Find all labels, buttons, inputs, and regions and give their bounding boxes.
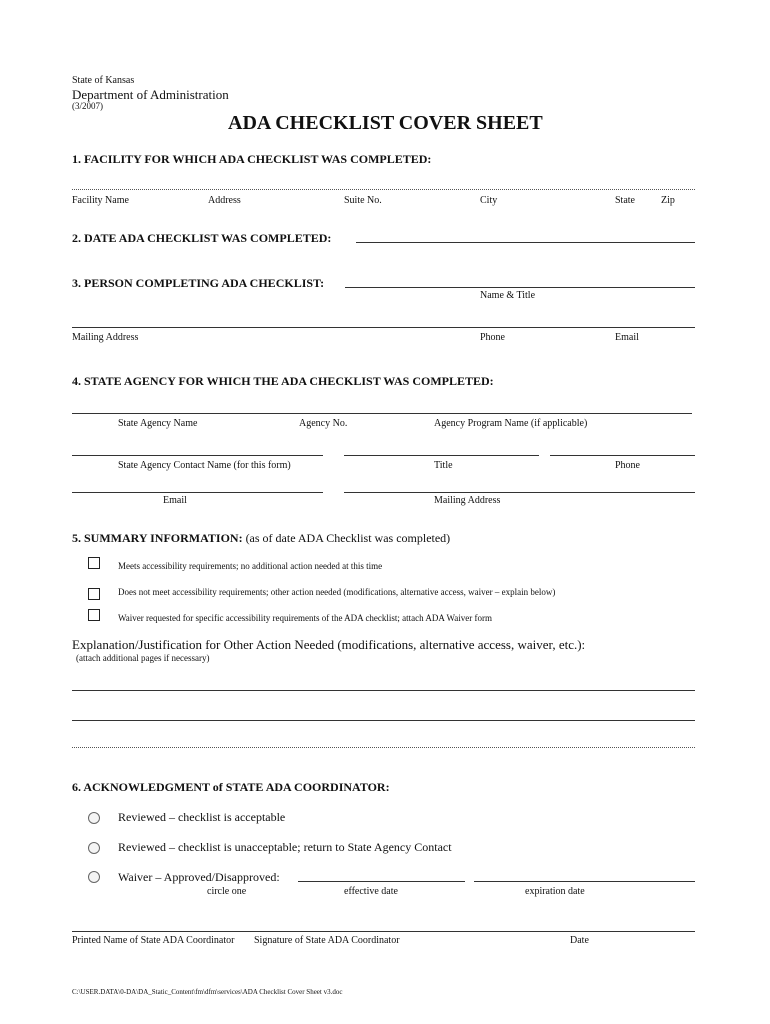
agency-name-label: State Agency Name [118,418,198,429]
printed-name-label: Printed Name of State ADA Coordinator [72,935,235,946]
facility-name-label: Facility Name [72,195,129,206]
program-name-label: Agency Program Name (if applicable) [434,418,588,429]
section5-heading-bold: 5. SUMMARY INFORMATION: [72,531,243,545]
section2-heading: 2. DATE ADA CHECKLIST WAS COMPLETED: [72,231,332,245]
section6-heading: 6. ACKNOWLEDGMENT of STATE ADA COORDINATOR: [72,780,390,794]
signature-label: Signature of State ADA Coordinator [254,935,400,946]
page-title: ADA CHECKLIST COVER SHEET [228,112,543,134]
expiration-date-line[interactable] [474,881,695,882]
ack-option-1: Reviewed – checklist is acceptable [118,810,286,824]
contact-name-label: State Agency Contact Name (for this form) [118,460,291,471]
summary-option-3: Waiver requested for specific accessibility requirements of the ADA checklist; attach ADA Waiver form [118,613,493,623]
contact-name-line[interactable] [72,455,323,456]
ack-radio-3[interactable] [88,871,100,883]
summary-option-2: Does not meet accessibility requirements; other action needed (modifications, alternative access, waiver – explain below) [118,587,556,597]
contact-email-line[interactable] [72,492,323,493]
effective-date-label: effective date [344,886,398,897]
summary-option-1: Meets accessibility requirements; no additional action needed at this time [118,561,383,571]
contact-phone-line[interactable] [550,455,695,456]
agency-mailing-line[interactable] [344,492,695,493]
ack-radio-1[interactable] [88,812,100,824]
explanation-note: (attach additional pages if necessary) [76,653,210,663]
footer-file-path: C:\USER.DATA\0-DA\DA_Static_Content\fm\dfm\services\ADA Checklist Cover Sheet v3.doc [72,988,343,996]
section5-heading [72,531,450,546]
state-field-label: State [615,195,635,206]
contact-email-label: Email [163,495,187,506]
contact-phone-label: Phone [615,460,640,471]
effective-date-line[interactable] [298,881,465,882]
department-label: Department of Administration [72,87,229,102]
address-label: Address [208,195,241,206]
section5-heading-note: (as of date ADA Checklist was completed) [245,531,451,545]
suite-label: Suite No. [344,195,382,206]
contact-title-label: Title [434,460,453,471]
phone-label: Phone [480,332,505,343]
ack-option-2: Reviewed – checklist is unacceptable; return to State Agency Contact [118,840,452,854]
coordinator-signature-line[interactable] [72,931,695,932]
circle-one-label: circle one [207,886,247,897]
signature-date-label: Date [570,935,589,946]
explanation-line-3[interactable] [72,747,695,748]
revision-label: (3/2007) [72,101,103,111]
name-title-line[interactable] [345,287,695,288]
summary-checkbox-2[interactable] [88,588,100,600]
summary-checkbox-3[interactable] [88,609,100,621]
section1-heading: 1. FACILITY FOR WHICH ADA CHECKLIST WAS COMPLETED: [72,152,432,166]
mailing-phone-email-line[interactable] [72,327,695,328]
agency-line[interactable] [72,413,692,414]
zip-label: Zip [661,195,675,206]
email-label: Email [615,332,639,343]
explanation-line-1[interactable] [72,690,695,691]
ack-option-3: Waiver – Approved/Disapproved: [118,870,280,884]
explanation-line-2[interactable] [72,720,695,721]
city-label: City [480,195,498,206]
mailing-address-label: Mailing Address [72,332,139,343]
state-label: State of Kansas [72,75,135,86]
summary-checkbox-1[interactable] [88,557,100,569]
contact-title-line[interactable] [344,455,539,456]
ack-radio-2[interactable] [88,842,100,854]
section4-heading: 4. STATE AGENCY FOR WHICH THE ADA CHECKLIST WAS COMPLETED: [72,374,494,388]
facility-line[interactable] [72,189,695,190]
agency-mailing-label: Mailing Address [434,495,501,506]
section3-heading: 3. PERSON COMPLETING ADA CHECKLIST: [72,276,325,290]
date-completed-line[interactable] [356,242,695,243]
name-title-label: Name & Title [480,290,536,301]
agency-no-label: Agency No. [299,418,348,429]
explanation-label: Explanation/Justification for Other Action Needed (modifications, alternative access, waiver, etc.): [72,637,586,652]
expiration-date-label: expiration date [525,886,585,897]
